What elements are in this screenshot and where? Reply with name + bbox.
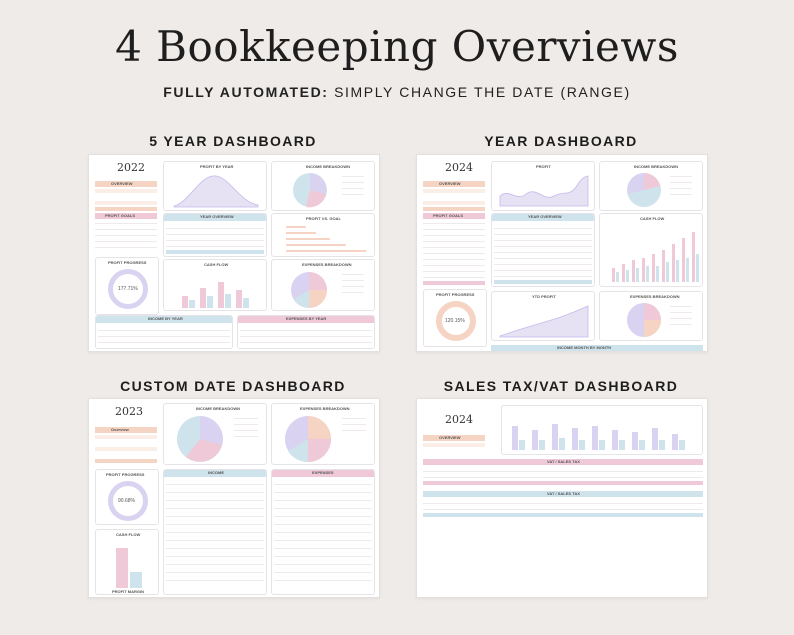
table-title: EXPENSES bbox=[312, 470, 334, 475]
profit-vs-goal-chart bbox=[271, 213, 375, 257]
table-row bbox=[494, 264, 592, 265]
table-row bbox=[274, 516, 372, 517]
profit-goals-title: PROFIT GOALS bbox=[105, 213, 135, 218]
income-breakdown-chart bbox=[163, 403, 267, 465]
overview-title: Overview bbox=[111, 427, 129, 432]
legend-row bbox=[670, 324, 692, 325]
bar bbox=[626, 270, 629, 282]
income-table bbox=[163, 469, 267, 595]
expenses-by-year-table bbox=[237, 315, 375, 349]
panel-label-custom: CUSTOM DATE DASHBOARD bbox=[120, 378, 346, 394]
table-row bbox=[494, 240, 592, 241]
divider bbox=[423, 253, 485, 254]
overview-row bbox=[423, 207, 485, 211]
bar bbox=[286, 250, 366, 252]
legend-row bbox=[670, 312, 692, 313]
legend-row bbox=[342, 286, 364, 287]
bar bbox=[632, 260, 635, 282]
table-row bbox=[423, 509, 703, 510]
legend-row bbox=[670, 318, 692, 319]
chart-title: INCOME BREAKDOWN bbox=[634, 164, 678, 169]
profit-progress-box bbox=[423, 289, 487, 347]
bar bbox=[652, 428, 658, 450]
overview-row bbox=[95, 459, 157, 463]
cash-flow-chart bbox=[163, 259, 267, 311]
ytd-profit-chart bbox=[491, 291, 595, 341]
bar bbox=[652, 254, 655, 282]
table-total bbox=[423, 481, 703, 485]
table-row bbox=[274, 572, 372, 573]
table-row bbox=[166, 500, 264, 501]
overview-row bbox=[95, 435, 157, 439]
overview-row bbox=[95, 201, 157, 205]
overview-title: OVERVIEW bbox=[439, 181, 461, 186]
divider bbox=[423, 265, 485, 266]
bar bbox=[218, 282, 224, 308]
divider bbox=[423, 235, 485, 236]
legend-row bbox=[670, 194, 692, 195]
table-row bbox=[166, 548, 264, 549]
table-title: YEAR OVERVIEW bbox=[528, 214, 562, 219]
overview-title: OVERVIEW bbox=[111, 181, 133, 186]
profit-percent: 177.71% bbox=[118, 286, 138, 292]
bar bbox=[646, 266, 649, 282]
divider bbox=[95, 235, 157, 236]
chart-title: INCOME BREAKDOWN bbox=[306, 164, 350, 169]
bar bbox=[599, 440, 605, 450]
bar bbox=[130, 572, 142, 588]
bar bbox=[552, 424, 558, 450]
divider bbox=[95, 229, 157, 230]
legend-row bbox=[342, 280, 364, 281]
panel-label-year: YEAR DASHBOARD bbox=[484, 133, 638, 149]
overview-row bbox=[95, 207, 157, 211]
income-pie bbox=[626, 172, 666, 210]
bar bbox=[286, 244, 346, 246]
expenses-pie bbox=[626, 302, 666, 340]
table-row bbox=[274, 548, 372, 549]
table-row bbox=[166, 580, 264, 581]
table-row bbox=[166, 516, 264, 517]
overview-title: OVERVIEW bbox=[439, 435, 461, 440]
table-row bbox=[274, 500, 372, 501]
ytd-area bbox=[498, 302, 590, 338]
bar bbox=[286, 232, 316, 234]
table-row bbox=[274, 564, 372, 565]
bar bbox=[512, 426, 518, 450]
table-row bbox=[274, 484, 372, 485]
sheet-year bbox=[416, 154, 708, 352]
chart-title: EXPENSES BREAKDOWN bbox=[300, 406, 350, 411]
bar bbox=[189, 300, 195, 308]
expenses-pie bbox=[284, 415, 334, 463]
overview-row bbox=[95, 447, 157, 451]
legend-row bbox=[234, 436, 258, 437]
bar bbox=[659, 440, 665, 450]
bar bbox=[286, 226, 306, 228]
profit-by-year-chart bbox=[163, 161, 267, 211]
expenses-breakdown-chart bbox=[599, 291, 703, 341]
bar bbox=[539, 440, 545, 450]
bar bbox=[679, 440, 685, 450]
table-row bbox=[166, 556, 264, 557]
legend-row bbox=[342, 194, 364, 195]
profit-percent: 120.15% bbox=[445, 318, 465, 324]
bar bbox=[286, 238, 330, 240]
divider bbox=[423, 247, 485, 248]
bar bbox=[236, 290, 242, 308]
overview-row bbox=[95, 189, 157, 193]
bar bbox=[622, 264, 625, 282]
legend-row bbox=[342, 274, 364, 275]
legend-row bbox=[342, 182, 364, 183]
sheet-custom bbox=[88, 398, 380, 598]
bar bbox=[616, 272, 619, 282]
table-row bbox=[274, 556, 372, 557]
bar bbox=[682, 238, 685, 282]
bar bbox=[182, 296, 188, 308]
bar bbox=[686, 258, 689, 282]
overview-row bbox=[95, 441, 157, 445]
profit-goals-title: PROFIT GOALS bbox=[433, 213, 463, 218]
bar bbox=[243, 298, 249, 308]
income-pie bbox=[176, 415, 226, 463]
legend-row bbox=[670, 182, 692, 183]
table-row bbox=[166, 508, 264, 509]
bar bbox=[676, 260, 679, 282]
total-row bbox=[423, 281, 485, 285]
overview-row bbox=[423, 189, 485, 193]
table-title: YEAR OVERVIEW bbox=[200, 214, 234, 219]
table-total bbox=[494, 280, 592, 284]
bar bbox=[559, 438, 565, 450]
overview-row bbox=[95, 195, 157, 199]
legend-row bbox=[234, 424, 258, 425]
vat-table-title: VAT / SALES TAX bbox=[547, 459, 580, 464]
table-total bbox=[166, 250, 264, 254]
bar bbox=[639, 440, 645, 450]
panel-label-5-year: 5 YEAR DASHBOARD bbox=[149, 133, 317, 149]
income-by-year-table bbox=[95, 315, 233, 349]
chart-title: PROFIT VS. GOAL bbox=[306, 216, 341, 221]
profit-area bbox=[170, 172, 262, 208]
bar bbox=[519, 440, 525, 450]
overview-row bbox=[423, 443, 485, 447]
panel-label-sales-tax: SALES TAX/VAT DASHBOARD bbox=[443, 378, 679, 394]
table-row bbox=[98, 342, 230, 343]
chart-title: CASH FLOW bbox=[116, 532, 141, 537]
year-overview-table bbox=[163, 213, 267, 257]
table-row bbox=[274, 580, 372, 581]
bar bbox=[656, 266, 659, 282]
income-breakdown-chart bbox=[599, 161, 703, 211]
chart-title: CASH FLOW bbox=[204, 262, 229, 267]
table-row bbox=[494, 234, 592, 235]
bar bbox=[662, 250, 665, 282]
bar bbox=[200, 288, 206, 308]
bar bbox=[207, 296, 213, 308]
divider bbox=[95, 241, 157, 242]
bar bbox=[696, 254, 699, 282]
expenses-breakdown-chart bbox=[271, 259, 375, 311]
table-row bbox=[494, 270, 592, 271]
divider bbox=[423, 223, 485, 224]
year-label: 2024 bbox=[445, 413, 473, 426]
table-title: EXPENSES BY YEAR bbox=[286, 316, 327, 321]
legend-row bbox=[670, 176, 692, 177]
table-row bbox=[166, 532, 264, 533]
year-label: 2024 bbox=[445, 161, 473, 174]
table-row bbox=[240, 336, 372, 337]
subtitle-rest: SIMPLY CHANGE THE DATE (RANGE) bbox=[334, 84, 631, 100]
divider bbox=[95, 223, 157, 224]
table-row bbox=[494, 252, 592, 253]
profit-percent: 90.68% bbox=[118, 498, 135, 504]
chart-title: PROFIT BY YEAR bbox=[200, 164, 234, 169]
legend-row bbox=[342, 430, 366, 431]
expenses-table bbox=[271, 469, 375, 595]
table-row bbox=[166, 540, 264, 541]
table-row bbox=[166, 564, 264, 565]
table-row bbox=[240, 330, 372, 331]
divider bbox=[423, 241, 485, 242]
table-row bbox=[166, 246, 264, 247]
profit-chart bbox=[491, 161, 595, 211]
table-row bbox=[494, 246, 592, 247]
table-row bbox=[423, 503, 703, 504]
table-row bbox=[166, 524, 264, 525]
legend-row bbox=[670, 188, 692, 189]
legend-row bbox=[342, 424, 366, 425]
profit-progress-title: PROFIT PROGRESS bbox=[108, 260, 147, 265]
chart-title: INCOME BREAKDOWN bbox=[196, 406, 240, 411]
table-title: INCOME bbox=[208, 470, 224, 475]
page-subtitle bbox=[0, 84, 794, 100]
sheet-sales-tax bbox=[416, 398, 708, 598]
legend-row bbox=[234, 430, 258, 431]
table-row bbox=[274, 508, 372, 509]
table-total bbox=[423, 513, 703, 517]
chart-title: CASH FLOW bbox=[640, 216, 665, 221]
bar bbox=[225, 294, 231, 308]
table-row bbox=[494, 276, 592, 277]
page-title: 4 Bookkeeping Overviews bbox=[115, 22, 679, 71]
chart-title: YTD PROFIT bbox=[532, 294, 556, 299]
bar bbox=[116, 548, 128, 588]
chart-title: EXPENSES BREAKDOWN bbox=[630, 294, 680, 299]
legend-row bbox=[342, 176, 364, 177]
overview-row bbox=[423, 201, 485, 205]
legend-row bbox=[342, 418, 366, 419]
bar bbox=[692, 232, 695, 282]
profit-progress-title: PROFIT PROGRESS bbox=[436, 292, 475, 297]
legend-row bbox=[670, 306, 692, 307]
bar bbox=[632, 432, 638, 450]
table-row bbox=[98, 330, 230, 331]
bar bbox=[666, 262, 669, 282]
profit-area bbox=[498, 174, 590, 208]
cash-flow-chart bbox=[95, 529, 159, 595]
vat-bar-chart bbox=[501, 405, 703, 455]
bar bbox=[572, 428, 578, 450]
table-row bbox=[274, 540, 372, 541]
profit-progress-box bbox=[95, 469, 159, 525]
legend-row bbox=[234, 418, 258, 419]
table-row bbox=[274, 524, 372, 525]
table-row bbox=[166, 492, 264, 493]
profit-margin-title: PROFIT MARGIN bbox=[112, 589, 144, 594]
bar bbox=[672, 434, 678, 450]
table-row bbox=[98, 336, 230, 337]
bar bbox=[612, 430, 618, 450]
year-label: 2022 bbox=[117, 161, 145, 174]
bar bbox=[592, 426, 598, 450]
expenses-pie bbox=[290, 271, 330, 311]
year-label: 2023 bbox=[115, 405, 143, 418]
table-row bbox=[423, 477, 703, 478]
divider bbox=[423, 259, 485, 260]
sheet-5-year bbox=[88, 154, 380, 352]
bar bbox=[636, 268, 639, 282]
table-row bbox=[494, 228, 592, 229]
table-row bbox=[274, 492, 372, 493]
table-title: INCOME BY YEAR bbox=[148, 316, 183, 321]
bar bbox=[619, 440, 625, 450]
table-row bbox=[274, 532, 372, 533]
bar bbox=[532, 430, 538, 450]
profit-progress-box bbox=[95, 257, 159, 315]
income-month-title: INCOME MONTH BY MONTH bbox=[557, 345, 612, 350]
expenses-breakdown-chart bbox=[271, 403, 375, 465]
cash-flow-chart bbox=[599, 213, 703, 287]
table-row bbox=[166, 484, 264, 485]
table-row bbox=[166, 572, 264, 573]
income-pie bbox=[292, 172, 332, 210]
divider bbox=[95, 247, 157, 248]
bar bbox=[612, 268, 615, 282]
vat-table-2-title: VAT / SALES TAX bbox=[547, 491, 580, 496]
table-row bbox=[166, 240, 264, 241]
table-row bbox=[240, 342, 372, 343]
divider bbox=[423, 271, 485, 272]
overview-row bbox=[95, 453, 157, 457]
table-row bbox=[494, 258, 592, 259]
overview-row bbox=[423, 449, 485, 453]
divider bbox=[423, 229, 485, 230]
table-row bbox=[166, 228, 264, 229]
bar bbox=[672, 244, 675, 282]
divider bbox=[423, 277, 485, 278]
year-overview-table bbox=[491, 213, 595, 287]
subtitle-bold: FULLY AUTOMATED: bbox=[163, 84, 329, 100]
table-row bbox=[166, 234, 264, 235]
table-row bbox=[423, 471, 703, 472]
legend-row bbox=[342, 292, 364, 293]
chart-title: EXPENSES BREAKDOWN bbox=[302, 262, 352, 267]
bar bbox=[579, 440, 585, 450]
bar bbox=[642, 258, 645, 282]
income-breakdown-chart bbox=[271, 161, 375, 211]
profit-progress-title: PROFIT PROGRESS bbox=[106, 472, 145, 477]
chart-title: PROFIT bbox=[536, 164, 551, 169]
legend-row bbox=[342, 188, 364, 189]
